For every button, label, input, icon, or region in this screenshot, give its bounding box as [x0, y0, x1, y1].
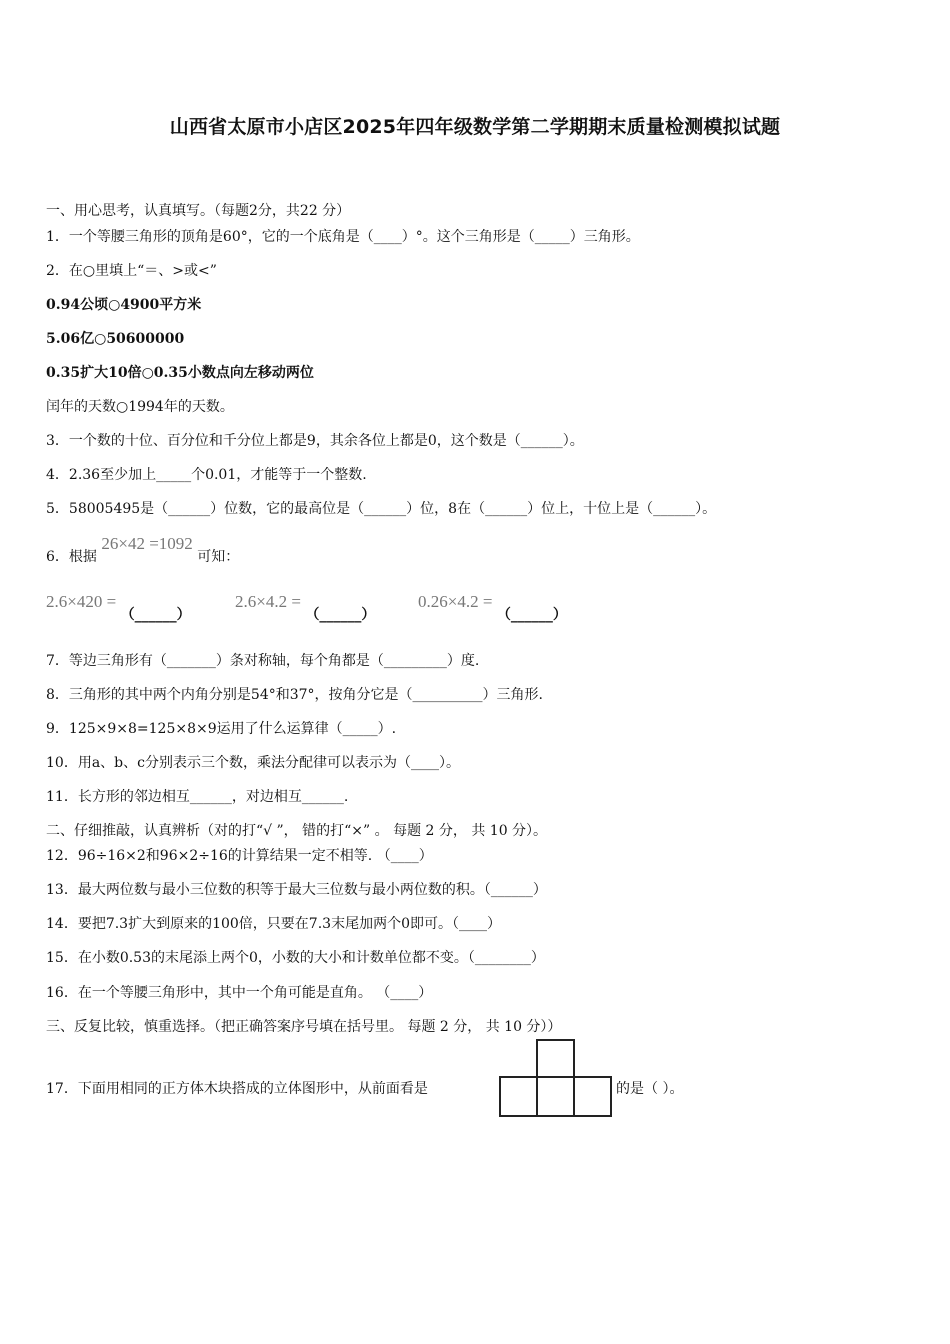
figure-bottom-middle-square	[537, 1077, 574, 1116]
question-4: 4．2.36至少加上_____个0.01，才能等于一个整数.	[46, 467, 367, 483]
question-6-blank-3: （______）	[496, 607, 567, 623]
question-5: 5．58005495是（______）位数，它的最高位是（______）位，8在（______）位上，十位上是（______）。	[46, 501, 717, 517]
question-6-expr-1: 2.6×420 =	[46, 592, 117, 611]
question-2-item-d: 闰年的天数○1994年的天数。	[46, 399, 234, 415]
question-6-suffix: 可知：	[197, 549, 240, 565]
question-13: 13．最大两位数与最小三位数的积等于最大三位数与最小两位数的积。（______）	[46, 882, 547, 898]
figure-bottom-left-square	[500, 1077, 537, 1116]
question-10: 10．用a、b、c分别表示三个数，乘法分配律可以表示为（____）。	[46, 755, 460, 771]
question-6-prefix: 6．根据	[46, 549, 97, 565]
question-6-item-1	[46, 592, 191, 623]
question-2-stem: 2．在○里填上“＝、>或<”	[46, 263, 217, 279]
question-2-item-a: 0.94公顷○4900平方米	[46, 297, 202, 313]
question-8: 8．三角形的其中两个内角分别是54°和37°，按角分它是（__________）三角形.	[46, 687, 543, 703]
question-6-blank-2: （______）	[305, 607, 376, 623]
question-1: 1．一个等腰三角形的顶角是60°，它的一个底角是（____）°。这个三角形是（_____）三角形。	[46, 229, 640, 245]
question-12: 12．96÷16×2和96×2÷16的计算结果一定不相等. （____）	[46, 848, 433, 864]
front-view-figure	[498, 1039, 614, 1119]
question-6-given: 26×42 =1092	[101, 534, 193, 553]
figure-top-square	[537, 1040, 574, 1077]
question-16: 16．在一个等腰三角形中，其中一个角可能是直角。 （____）	[46, 985, 433, 1001]
question-6-stem	[46, 534, 240, 567]
question-7: 7．等边三角形有（_______）条对称轴，每个角都是（_________）度.	[46, 653, 480, 669]
section-1-heading: 一、用心思考，认真填写。（每题2分，共22 分）	[46, 203, 351, 219]
question-17-suffix: 的是（ ）。	[616, 1081, 684, 1097]
section-2-heading: 二、仔细推敲，认真辨析（对的打“√ ”， 错的打“×” 。 每题 2 分， 共 10 分）。	[46, 823, 548, 839]
figure-bottom-right-square	[574, 1077, 611, 1116]
question-11: 11．长方形的邻边相互______，对边相互______.	[46, 789, 349, 805]
question-6-expr-3: 0.26×4.2 =	[418, 592, 493, 611]
question-6-item-2	[235, 592, 376, 623]
page-title: 山西省太原市小店区2025年四年级数学第二学期期末质量检测模拟试题	[169, 116, 781, 138]
question-14: 14．要把7.3扩大到原来的100倍，只要在7.3末尾加两个0即可。（____）	[46, 916, 501, 932]
question-2-item-b: 5.06亿○50600000	[46, 331, 185, 347]
section-3-heading: 三、反复比较，慎重选择。（把正确答案序号填在括号里。 每题 2 分， 共 10 分））	[46, 1019, 562, 1035]
question-15: 15．在小数0.53的末尾添上两个0，小数的大小和计数单位都不变。（________）	[46, 950, 545, 966]
question-2-item-c: 0.35扩大10倍○0.35小数点向左移动两位	[46, 365, 314, 381]
question-6-expr-2: 2.6×4.2 =	[235, 592, 301, 611]
question-6-item-3	[418, 592, 567, 623]
question-9: 9．125×9×8=125×8×9运用了什么运算律（_____）.	[46, 721, 397, 737]
question-6-blank-1: （______）	[120, 607, 191, 623]
question-17-prefix: 17．下面用相同的正方体木块搭成的立体图形中，从前面看是	[46, 1081, 428, 1097]
question-3: 3．一个数的十位、百分位和千分位上都是9，其余各位上都是0，这个数是（______）。	[46, 433, 584, 449]
